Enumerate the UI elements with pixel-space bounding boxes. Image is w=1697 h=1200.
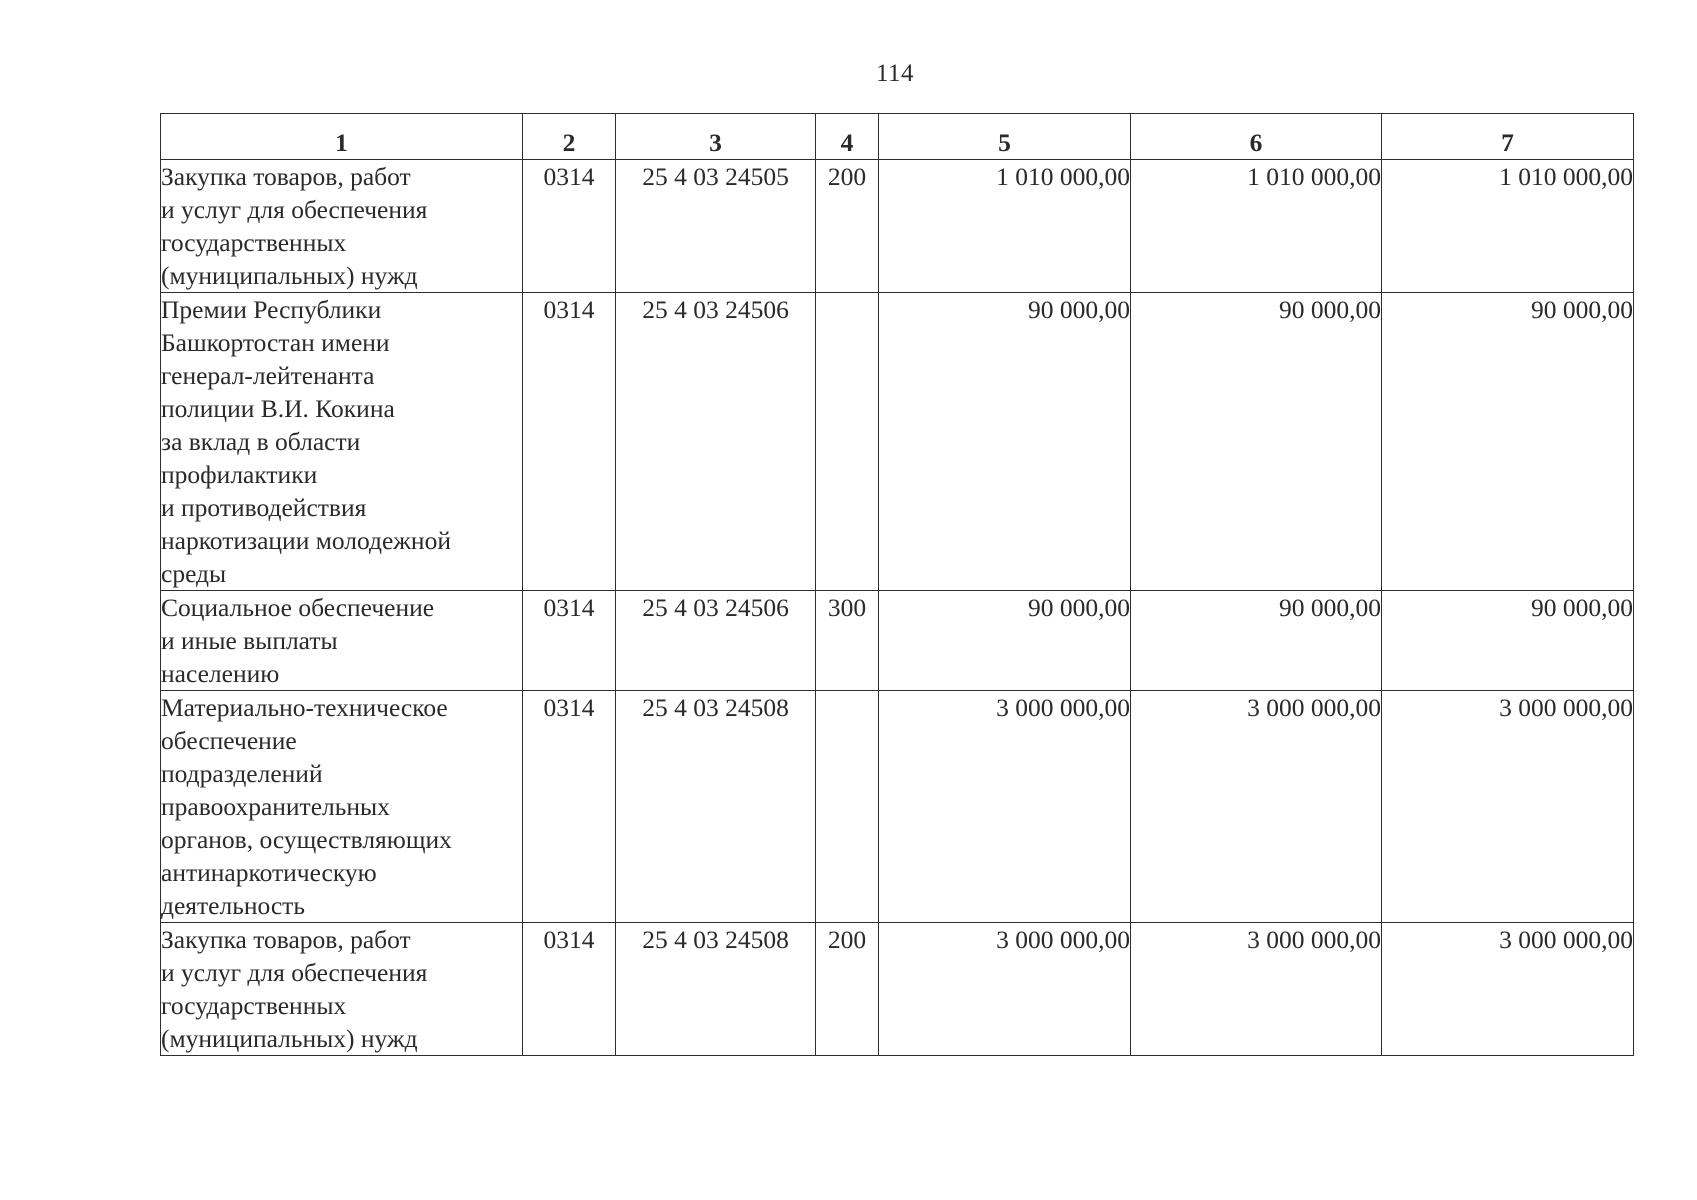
amount-col5: 1 010 000,00 (879, 160, 1131, 293)
amount-col6: 90 000,00 (1131, 293, 1382, 591)
column-header: 7 (1382, 114, 1634, 160)
column-header: 4 (816, 114, 879, 160)
table-row (161, 293, 1634, 591)
row-name: Премии Республики Башкортостан имени генерал-лейтенанта полиции В.И. Кокина за вклад в области профилактики и противодействия наркотизации молодежной среды (161, 293, 523, 591)
amount-col6: 1 010 000,00 (1131, 160, 1382, 293)
column-header: 6 (1131, 114, 1382, 160)
table-row (161, 591, 1634, 691)
amount-col7: 3 000 000,00 (1382, 923, 1634, 1056)
amount-col6: 3 000 000,00 (1131, 923, 1382, 1056)
amount-col6: 3 000 000,00 (1131, 691, 1382, 923)
amount-col5: 3 000 000,00 (879, 691, 1131, 923)
column-header: 5 (879, 114, 1131, 160)
amount-col7: 3 000 000,00 (1382, 691, 1634, 923)
header-row (161, 114, 1634, 160)
amount-col6: 90 000,00 (1131, 591, 1382, 691)
table-row (161, 691, 1634, 923)
table-row (161, 923, 1634, 1056)
column-header: 1 (161, 114, 523, 160)
table-header (161, 114, 1634, 160)
section-code: 0314 (523, 591, 616, 691)
amount-col5: 90 000,00 (879, 591, 1131, 691)
section-code: 0314 (523, 160, 616, 293)
row-name: Материально-техническое обеспечение подразделений правоохранительных органов, осуществляющих антинаркотическую деятельность (161, 691, 523, 923)
table-row (161, 160, 1634, 293)
amount-col7: 90 000,00 (1382, 293, 1634, 591)
target-article-code: 25 4 03 24506 (616, 591, 816, 691)
budget-table (160, 113, 1634, 1056)
row-name: Социальное обеспечение и иные выплаты населению (161, 591, 523, 691)
amount-col7: 90 000,00 (1382, 591, 1634, 691)
section-code: 0314 (523, 293, 616, 591)
expense-type-code (816, 691, 879, 923)
target-article-code: 25 4 03 24508 (616, 923, 816, 1056)
column-header: 3 (616, 114, 816, 160)
row-name: Закупка товаров, работ и услуг для обеспечения государственных (муниципальных) нужд (161, 160, 523, 293)
target-article-code: 25 4 03 24508 (616, 691, 816, 923)
section-code: 0314 (523, 923, 616, 1056)
amount-col5: 3 000 000,00 (879, 923, 1131, 1056)
section-code: 0314 (523, 691, 616, 923)
row-name: Закупка товаров, работ и услуг для обеспечения государственных (муниципальных) нужд (161, 923, 523, 1056)
target-article-code: 25 4 03 24506 (616, 293, 816, 591)
expense-type-code: 200 (816, 923, 879, 1056)
table-body (161, 160, 1634, 1056)
amount-col7: 1 010 000,00 (1382, 160, 1634, 293)
expense-type-code (816, 293, 879, 591)
column-header: 2 (523, 114, 616, 160)
page-number: 114 (875, 60, 915, 87)
amount-col5: 90 000,00 (879, 293, 1131, 591)
expense-type-code: 200 (816, 160, 879, 293)
expense-type-code: 300 (816, 591, 879, 691)
target-article-code: 25 4 03 24505 (616, 160, 816, 293)
